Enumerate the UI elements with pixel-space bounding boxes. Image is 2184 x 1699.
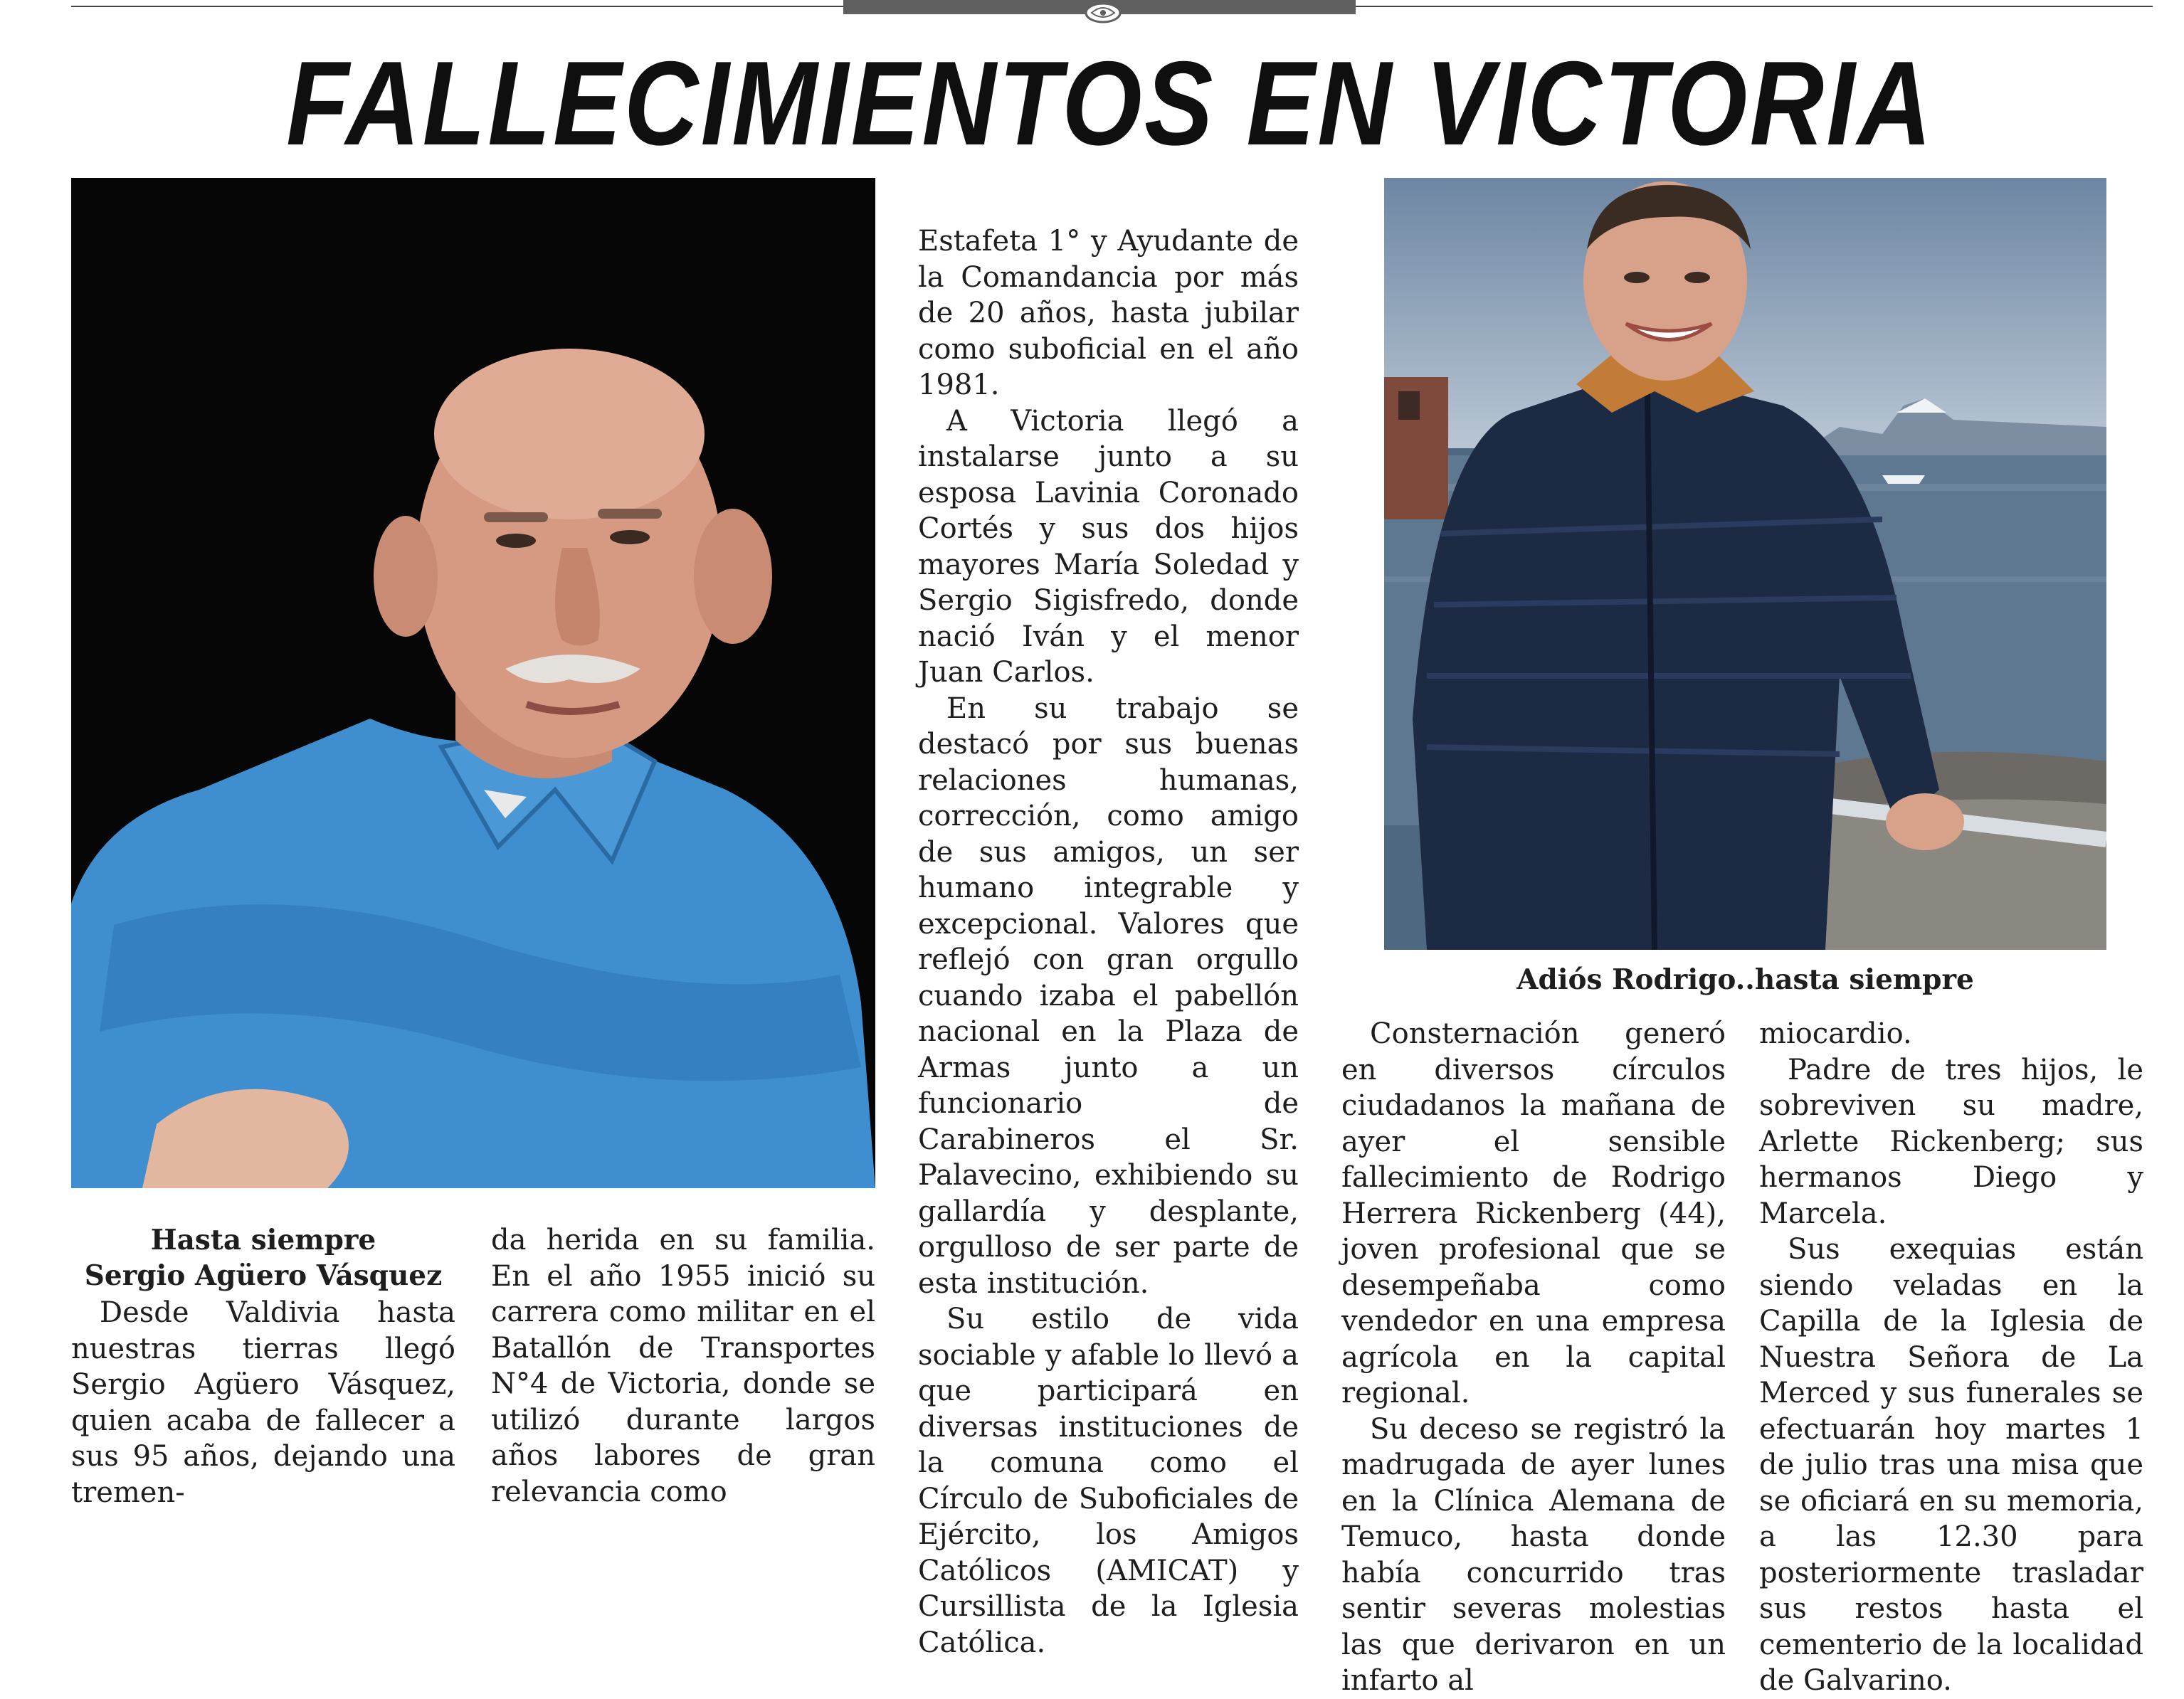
- portrait-photo-sergio: [71, 178, 875, 1188]
- paragraph: Su estilo de vida sociable y afable lo llevó a que participará en diversas instituciones de la comuna como el Círculo de Suboficiales de Ejército, los Amigos Católicos (AMICAT) y Cursillista de la Iglesia Católica.: [918, 1303, 1299, 1659]
- paragraph: Estafeta 1° y Ayudante de la Comandancia por más de 20 años, hasta jubilar como suboficial en el año 1981.: [918, 225, 1299, 401]
- paragraph: miocardio.: [1759, 1017, 1912, 1050]
- paragraph: Su deceso se registró la madrugada de ayer lunes en la Clínica Alemana de Temuco, hasta donde había concurrido tras sentir severas molestias las que derivaron en un infarto al: [1341, 1412, 1726, 1697]
- paragraph: Padre de tres hijos, le sobreviven su madre, Arlette Rickenberg; sus hermanos Diego y Marcela.: [1759, 1053, 2143, 1230]
- headline: FALLECIMIENTOS EN VICTORIA: [286, 36, 1934, 170]
- paragraph: Consternación generó en diversos círculos ciudadanos la mañana de ayer el sensible fallecimiento de Rodrigo Herrera Rickenberg (44), joven profesional que se desempeñaba como vendedor en una empresa agrícola en la capital regional.: [1341, 1017, 1726, 1409]
- paragraph: Sus exequias están siendo veladas en la Capilla de la Iglesia de Nuestra Señora de La Merced y sus funerales se efectuarán hoy martes 1 de julio tras una misa que se oficiará en su memoria, a las 12.30 para posteriormente trasladar sus restos hasta el cementerio de la localidad de Galvarino.: [1759, 1233, 2143, 1697]
- photo-caption-sergio: [71, 1222, 455, 1293]
- photo-caption-rodrigo: Adiós Rodrigo..hasta siempre: [1516, 963, 1974, 996]
- top-rule-left: [71, 6, 843, 7]
- article-column-4: [1341, 1016, 1726, 1699]
- caption-line-1: Hasta siempre: [150, 1224, 376, 1256]
- paragraph: Desde Valdivia hasta nuestras tierras llegó Sergio Agüero Vásquez, quien acaba de fallecer a sus 95 años, dejando una tremen-: [71, 1296, 455, 1509]
- portrait-photo-rodrigo: [1384, 178, 2106, 950]
- paragraph: A Victoria llegó a instalarse junto a su esposa Lavinia Coronado Cortés y sus dos hijos mayores María Soledad y Sergio Sigisfredo, donde nació Iván y el menor Juan Carlos.: [918, 404, 1299, 689]
- article-column-3: [918, 223, 1299, 1661]
- paragraph: En su trabajo se destacó por sus buenas relaciones humanas, corrección, como amigo de sus amigos, un ser humano integrable y excepcional. Valores que reflejó con gran orgullo cuando izaba el pabellón nacional en la Plaza de Armas junto a un funcionario de Carabineros el Sr. Palavecino, exhibiendo su gallardía y desplante, orgulloso de ser parte de esta institución.: [918, 692, 1299, 1300]
- article-column-2: [491, 1222, 875, 1510]
- top-rule-right: [1356, 6, 2153, 7]
- article-column-5: [1759, 1016, 2143, 1699]
- emblem-icon: [1082, 0, 1124, 24]
- caption-line-2: Sergio Agüero Vásquez: [84, 1259, 443, 1292]
- article-column-1: [71, 1295, 455, 1510]
- paragraph: da herida en su familia. En el año 1955 inició su carrera como militar en el Batallón de Transportes N°4 de Victoria, donde se utilizó durante largos años labores de gran relevancia como: [491, 1224, 875, 1508]
